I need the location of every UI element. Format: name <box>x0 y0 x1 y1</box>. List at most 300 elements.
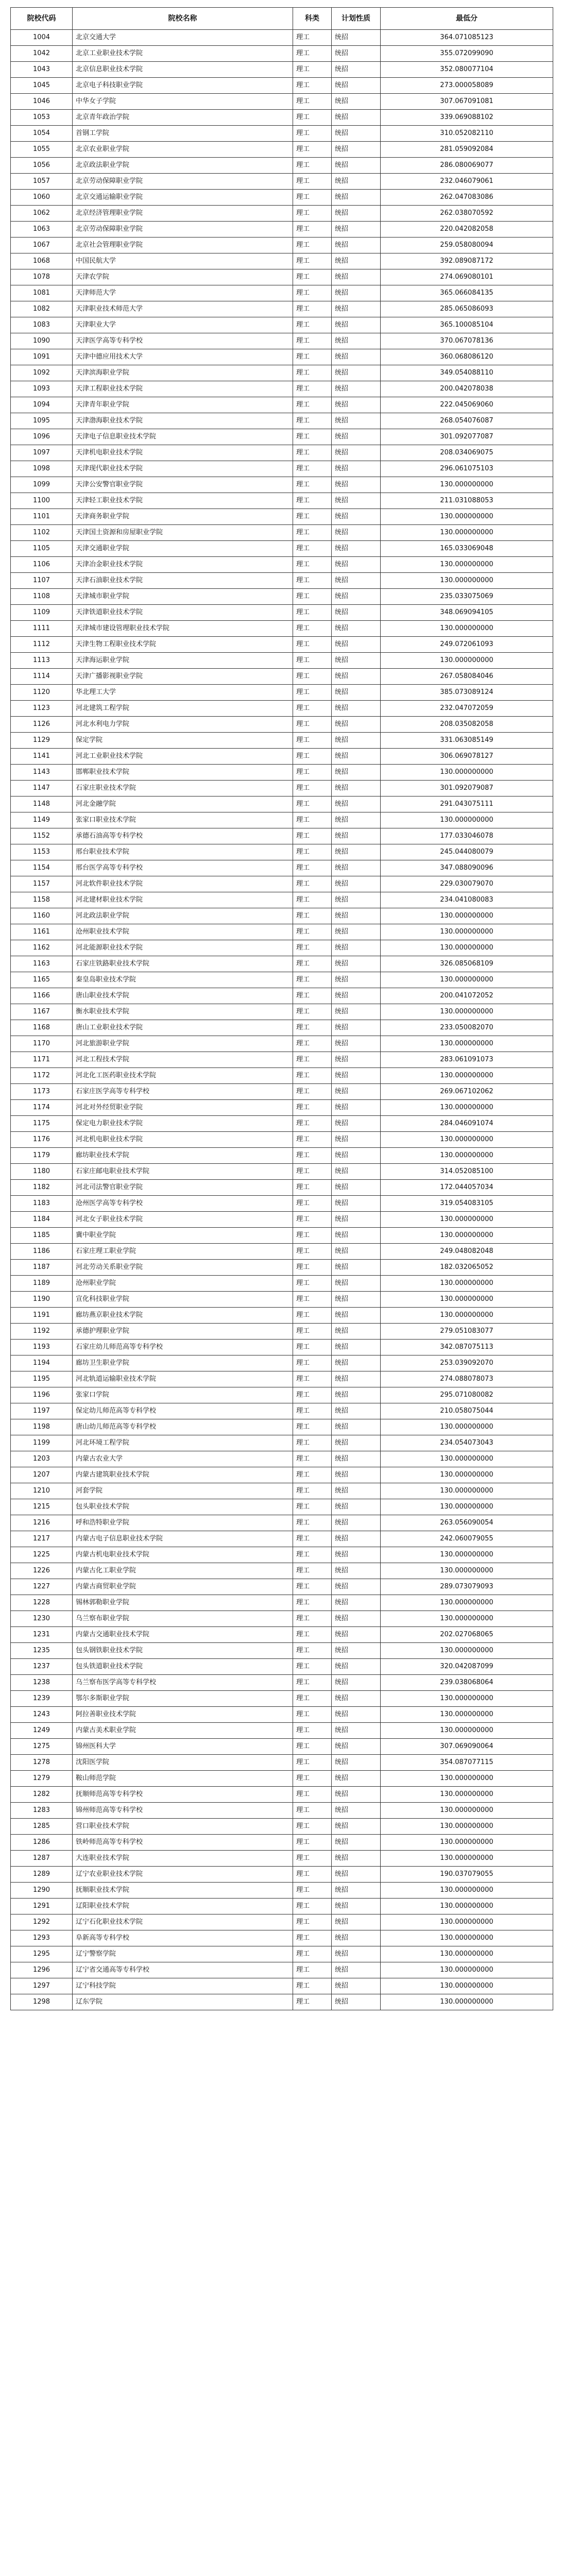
table-row <box>11 1483 553 1499</box>
plan-type-cell: 统招 <box>332 1355 381 1371</box>
school-code-cell: 1249 <box>11 1723 73 1739</box>
school-name-cell: 天津中德应用技术大学 <box>73 349 293 365</box>
plan-type-cell: 统招 <box>332 174 381 190</box>
plan-type-cell: 统招 <box>332 253 381 269</box>
table-row <box>11 685 553 701</box>
school-code-cell: 1291 <box>11 1899 73 1914</box>
school-name-cell: 河北水利电力学院 <box>73 717 293 733</box>
min-score-cell: 130.000000000 <box>381 1803 553 1819</box>
category-cell: 理工 <box>293 1978 332 1994</box>
school-code-cell: 1095 <box>11 413 73 429</box>
school-code-cell: 1275 <box>11 1739 73 1755</box>
school-name-cell: 天津滨海职业学院 <box>73 365 293 381</box>
min-score-cell: 177.033046078 <box>381 828 553 844</box>
table-row <box>11 1068 553 1084</box>
school-code-cell: 1279 <box>11 1771 73 1787</box>
school-name-cell: 河北轨道运输职业技术学院 <box>73 1371 293 1387</box>
table-row <box>11 1946 553 1962</box>
plan-type-cell: 统招 <box>332 892 381 908</box>
category-cell: 理工 <box>293 1052 332 1068</box>
category-cell: 理工 <box>293 717 332 733</box>
min-score-cell: 130.000000000 <box>381 1563 553 1579</box>
table-row <box>11 1930 553 1946</box>
school-name-cell: 辽宁省交通高等专科学校 <box>73 1962 293 1978</box>
category-cell: 理工 <box>293 1755 332 1771</box>
plan-type-cell: 统招 <box>332 1212 381 1228</box>
school-name-cell: 锦州医科大学 <box>73 1739 293 1755</box>
category-cell: 理工 <box>293 477 332 493</box>
table-row <box>11 1835 553 1851</box>
school-code-cell: 1217 <box>11 1531 73 1547</box>
school-name-cell: 唐山工业职业技术学院 <box>73 1020 293 1036</box>
school-name-cell: 河北金融学院 <box>73 796 293 812</box>
school-code-cell: 1173 <box>11 1084 73 1100</box>
min-score-cell: 130.000000000 <box>381 1883 553 1899</box>
min-score-cell: 229.030079070 <box>381 876 553 892</box>
min-score-cell: 130.000000000 <box>381 1819 553 1835</box>
school-name-cell: 廊坊燕京职业技术学院 <box>73 1308 293 1324</box>
plan-type-cell: 统招 <box>332 605 381 621</box>
min-score-cell: 130.000000000 <box>381 1212 553 1228</box>
min-score-cell: 130.000000000 <box>381 812 553 828</box>
table-row <box>11 317 553 333</box>
school-name-cell: 营口职业技术学院 <box>73 1819 293 1835</box>
min-score-cell: 130.000000000 <box>381 621 553 637</box>
category-cell: 理工 <box>293 573 332 589</box>
school-name-cell: 宣化科技职业学院 <box>73 1292 293 1308</box>
table-row <box>11 1467 553 1483</box>
min-score-cell: 301.092079087 <box>381 781 553 796</box>
category-cell: 理工 <box>293 1499 332 1515</box>
category-cell: 理工 <box>293 1116 332 1132</box>
category-cell: 理工 <box>293 860 332 876</box>
category-cell: 理工 <box>293 1068 332 1084</box>
table-row <box>11 1340 553 1355</box>
school-name-cell: 沧州医学高等专科学校 <box>73 1196 293 1212</box>
category-cell: 理工 <box>293 1324 332 1340</box>
category-cell: 理工 <box>293 1483 332 1499</box>
plan-type-cell: 统招 <box>332 1100 381 1116</box>
plan-type-cell: 统招 <box>332 525 381 541</box>
school-code-cell: 1176 <box>11 1132 73 1148</box>
plan-type-cell: 统招 <box>332 238 381 253</box>
min-score-cell: 208.034069075 <box>381 445 553 461</box>
plan-type-cell: 统招 <box>332 78 381 94</box>
table-row <box>11 1164 553 1180</box>
min-score-cell: 291.043075111 <box>381 796 553 812</box>
school-code-cell: 1054 <box>11 126 73 142</box>
min-score-cell: 130.000000000 <box>381 1611 553 1627</box>
school-name-cell: 沧州职业学院 <box>73 1276 293 1292</box>
school-code-cell: 1231 <box>11 1627 73 1643</box>
table-row <box>11 1435 553 1451</box>
school-name-cell: 北京经济管理职业学院 <box>73 206 293 222</box>
min-score-cell: 235.033075069 <box>381 589 553 605</box>
table-row <box>11 1292 553 1308</box>
school-code-cell: 1215 <box>11 1499 73 1515</box>
school-name-cell: 阿拉善职业技术学院 <box>73 1707 293 1723</box>
school-name-cell: 天津电子信息职业技术学院 <box>73 429 293 445</box>
plan-type-cell: 统招 <box>332 1148 381 1164</box>
admission-score-sheet <box>10 7 553 2010</box>
category-cell: 理工 <box>293 541 332 557</box>
school-code-cell: 1196 <box>11 1387 73 1403</box>
table-row <box>11 1994 553 2010</box>
school-code-cell: 1109 <box>11 605 73 621</box>
min-score-cell: 130.000000000 <box>381 1483 553 1499</box>
min-score-cell: 365.066084135 <box>381 285 553 301</box>
category-cell: 理工 <box>293 1132 332 1148</box>
school-name-cell: 辽东学院 <box>73 1994 293 2010</box>
school-name-cell: 内蒙古商贸职业学院 <box>73 1579 293 1595</box>
min-score-cell: 253.039092070 <box>381 1355 553 1371</box>
category-cell: 理工 <box>293 1004 332 1020</box>
min-score-cell: 208.035082058 <box>381 717 553 733</box>
table-row <box>11 429 553 445</box>
school-name-cell: 秦皇岛职业技术学院 <box>73 972 293 988</box>
school-code-cell: 1191 <box>11 1308 73 1324</box>
school-name-cell: 天津国土资源和房屋职业学院 <box>73 525 293 541</box>
min-score-cell: 222.045069060 <box>381 397 553 413</box>
table-row <box>11 222 553 238</box>
school-name-cell: 北京政法职业学院 <box>73 158 293 174</box>
plan-type-cell: 统招 <box>332 1755 381 1771</box>
table-row <box>11 908 553 924</box>
plan-type-cell: 统招 <box>332 1196 381 1212</box>
min-score-cell: 385.073089124 <box>381 685 553 701</box>
table-row <box>11 1004 553 1020</box>
min-score-cell: 130.000000000 <box>381 1707 553 1723</box>
category-cell: 理工 <box>293 796 332 812</box>
plan-type-cell: 统招 <box>332 557 381 573</box>
table-row <box>11 1180 553 1196</box>
plan-type-cell: 统招 <box>332 30 381 46</box>
school-code-cell: 1152 <box>11 828 73 844</box>
plan-type-cell: 统招 <box>332 158 381 174</box>
plan-type-cell: 统招 <box>332 988 381 1004</box>
table-row <box>11 876 553 892</box>
table-row <box>11 717 553 733</box>
category-cell: 理工 <box>293 1883 332 1899</box>
min-score-cell: 130.000000000 <box>381 1946 553 1962</box>
category-cell: 理工 <box>293 1164 332 1180</box>
school-code-cell: 1216 <box>11 1515 73 1531</box>
school-code-cell: 1046 <box>11 94 73 110</box>
plan-type-cell: 统招 <box>332 1851 381 1867</box>
category-cell: 理工 <box>293 1691 332 1707</box>
school-name-cell: 锡林郭勒职业学院 <box>73 1595 293 1611</box>
min-score-cell: 392.089087172 <box>381 253 553 269</box>
min-score-cell: 130.000000000 <box>381 1276 553 1292</box>
table-row <box>11 621 553 637</box>
min-score-cell: 130.000000000 <box>381 557 553 573</box>
school-name-cell: 北京电子科技职业学院 <box>73 78 293 94</box>
school-name-cell: 河北建筑工程学院 <box>73 701 293 717</box>
school-code-cell: 1226 <box>11 1563 73 1579</box>
plan-type-cell: 统招 <box>332 1803 381 1819</box>
plan-type-cell: 统招 <box>332 1611 381 1627</box>
school-code-cell: 1105 <box>11 541 73 557</box>
category-cell: 理工 <box>293 1196 332 1212</box>
category-cell: 理工 <box>293 253 332 269</box>
min-score-cell: 200.042078038 <box>381 381 553 397</box>
min-score-cell: 342.087075113 <box>381 1340 553 1355</box>
min-score-cell: 200.041072052 <box>381 988 553 1004</box>
school-name-cell: 内蒙古农业大学 <box>73 1451 293 1467</box>
min-score-cell: 274.088078073 <box>381 1371 553 1387</box>
table-row <box>11 589 553 605</box>
plan-type-cell: 统招 <box>332 1068 381 1084</box>
school-code-cell: 1186 <box>11 1244 73 1260</box>
plan-type-cell: 统招 <box>332 1563 381 1579</box>
category-cell: 理工 <box>293 238 332 253</box>
school-name-cell: 河北环境工程学院 <box>73 1435 293 1451</box>
school-code-cell: 1197 <box>11 1403 73 1419</box>
plan-type-cell: 统招 <box>332 733 381 749</box>
min-score-cell: 239.038068064 <box>381 1675 553 1691</box>
table-row <box>11 1627 553 1643</box>
category-cell: 理工 <box>293 1260 332 1276</box>
min-score-cell: 289.073079093 <box>381 1579 553 1595</box>
plan-type-cell: 统招 <box>332 1164 381 1180</box>
school-name-cell: 天津农学院 <box>73 269 293 285</box>
category-cell: 理工 <box>293 1371 332 1387</box>
school-code-cell: 1154 <box>11 860 73 876</box>
plan-type-cell: 统招 <box>332 1867 381 1883</box>
plan-type-cell: 统招 <box>332 397 381 413</box>
school-code-cell: 1068 <box>11 253 73 269</box>
min-score-cell: 234.054073043 <box>381 1435 553 1451</box>
category-cell: 理工 <box>293 190 332 206</box>
category-cell: 理工 <box>293 206 332 222</box>
school-name-cell: 天津海运职业学院 <box>73 653 293 669</box>
plan-type-cell: 统招 <box>332 844 381 860</box>
school-name-cell: 天津公安警官职业学院 <box>73 477 293 493</box>
table-row <box>11 174 553 190</box>
min-score-cell: 130.000000000 <box>381 1419 553 1435</box>
school-name-cell: 中华女子学院 <box>73 94 293 110</box>
category-cell: 理工 <box>293 781 332 796</box>
table-row <box>11 477 553 493</box>
school-name-cell: 北京工业职业技术学院 <box>73 46 293 62</box>
category-cell: 理工 <box>293 812 332 828</box>
plan-type-cell: 统招 <box>332 717 381 733</box>
plan-type-cell: 统招 <box>332 1883 381 1899</box>
category-cell: 理工 <box>293 1148 332 1164</box>
category-cell: 理工 <box>293 285 332 301</box>
plan-type-cell: 统招 <box>332 1340 381 1355</box>
school-name-cell: 大连职业技术学院 <box>73 1851 293 1867</box>
category-cell: 理工 <box>293 653 332 669</box>
school-code-cell: 1243 <box>11 1707 73 1723</box>
category-cell: 理工 <box>293 1723 332 1739</box>
table-row <box>11 1515 553 1531</box>
table-row <box>11 1531 553 1547</box>
category-cell: 理工 <box>293 637 332 653</box>
plan-type-cell: 统招 <box>332 956 381 972</box>
min-score-cell: 130.000000000 <box>381 1643 553 1659</box>
plan-type-cell: 统招 <box>332 413 381 429</box>
category-cell: 理工 <box>293 1084 332 1100</box>
school-code-cell: 1126 <box>11 717 73 733</box>
school-name-cell: 天津铁道职业技术学院 <box>73 605 293 621</box>
table-row <box>11 1116 553 1132</box>
table-row <box>11 605 553 621</box>
min-score-cell: 284.046091074 <box>381 1116 553 1132</box>
school-code-cell: 1293 <box>11 1930 73 1946</box>
school-code-cell: 1163 <box>11 956 73 972</box>
plan-type-cell: 统招 <box>332 1627 381 1643</box>
school-name-cell: 北京青年政治学院 <box>73 110 293 126</box>
table-row <box>11 1196 553 1212</box>
category-cell: 理工 <box>293 924 332 940</box>
table-header-row <box>11 8 553 30</box>
category-cell: 理工 <box>293 1643 332 1659</box>
plan-type-cell: 统招 <box>332 94 381 110</box>
category-cell: 理工 <box>293 158 332 174</box>
school-code-cell: 1190 <box>11 1292 73 1308</box>
table-row <box>11 1899 553 1914</box>
school-name-cell: 河北劳动关系职业学院 <box>73 1260 293 1276</box>
school-name-cell: 抚顺师范高等专科学校 <box>73 1787 293 1803</box>
table-row <box>11 733 553 749</box>
school-name-cell: 辽阳职业技术学院 <box>73 1899 293 1914</box>
plan-type-cell: 统招 <box>332 812 381 828</box>
table-row <box>11 30 553 46</box>
category-cell: 理工 <box>293 828 332 844</box>
table-row <box>11 1419 553 1435</box>
table-row <box>11 94 553 110</box>
plan-type-cell: 统招 <box>332 1132 381 1148</box>
min-score-cell: 262.038070592 <box>381 206 553 222</box>
min-score-cell: 130.000000000 <box>381 1851 553 1867</box>
min-score-cell: 130.000000000 <box>381 1132 553 1148</box>
min-score-cell: 234.041080083 <box>381 892 553 908</box>
plan-type-cell: 统招 <box>332 1276 381 1292</box>
table-row <box>11 1819 553 1835</box>
category-cell: 理工 <box>293 1867 332 1883</box>
school-name-cell: 辽宁石化职业技术学院 <box>73 1914 293 1930</box>
school-name-cell: 天津渤海职业技术学院 <box>73 413 293 429</box>
min-score-cell: 262.047083086 <box>381 190 553 206</box>
school-code-cell: 1179 <box>11 1148 73 1164</box>
category-cell: 理工 <box>293 1451 332 1467</box>
category-cell: 理工 <box>293 1467 332 1483</box>
plan-type-cell: 统招 <box>332 1020 381 1036</box>
school-code-cell: 1278 <box>11 1755 73 1771</box>
table-row <box>11 701 553 717</box>
plan-type-cell: 统招 <box>332 1691 381 1707</box>
table-row <box>11 1403 553 1419</box>
school-code-cell: 1153 <box>11 844 73 860</box>
school-name-cell: 鄂尔多斯职业学院 <box>73 1691 293 1707</box>
min-score-cell: 130.000000000 <box>381 1978 553 1994</box>
table-row <box>11 1228 553 1244</box>
school-code-cell: 1100 <box>11 493 73 509</box>
plan-type-cell: 统招 <box>332 381 381 397</box>
category-cell: 理工 <box>293 1579 332 1595</box>
school-code-cell: 1290 <box>11 1883 73 1899</box>
min-score-cell: 220.042082058 <box>381 222 553 238</box>
category-cell: 理工 <box>293 1308 332 1324</box>
school-code-cell: 1091 <box>11 349 73 365</box>
school-name-cell: 乌兰察布职业学院 <box>73 1611 293 1627</box>
plan-type-cell: 统招 <box>332 1499 381 1515</box>
table-row <box>11 1212 553 1228</box>
plan-type-cell: 统招 <box>332 110 381 126</box>
school-code-cell: 1106 <box>11 557 73 573</box>
category-cell: 理工 <box>293 1340 332 1355</box>
school-code-cell: 1174 <box>11 1100 73 1116</box>
table-row <box>11 269 553 285</box>
category-cell: 理工 <box>293 94 332 110</box>
school-code-cell: 1203 <box>11 1451 73 1467</box>
plan-type-cell: 统招 <box>332 1260 381 1276</box>
plan-type-cell: 统招 <box>332 1739 381 1755</box>
school-code-cell: 1175 <box>11 1116 73 1132</box>
school-name-cell: 内蒙古美术职业学院 <box>73 1723 293 1739</box>
min-score-cell: 202.027068065 <box>381 1627 553 1643</box>
plan-type-cell: 统招 <box>332 333 381 349</box>
category-cell: 理工 <box>293 509 332 525</box>
table-row <box>11 828 553 844</box>
table-row <box>11 1867 553 1883</box>
school-name-cell: 锦州师范高等专科学校 <box>73 1803 293 1819</box>
min-score-cell: 130.000000000 <box>381 1930 553 1946</box>
plan-type-cell: 统招 <box>332 1771 381 1787</box>
school-code-cell: 1060 <box>11 190 73 206</box>
category-cell: 理工 <box>293 1387 332 1403</box>
min-score-cell: 281.059092084 <box>381 142 553 158</box>
min-score-cell: 360.068086120 <box>381 349 553 365</box>
school-name-cell: 邢台医学高等专科学校 <box>73 860 293 876</box>
school-name-cell: 北京交通运输职业学院 <box>73 190 293 206</box>
school-name-cell: 石家庄理工职业学院 <box>73 1244 293 1260</box>
school-code-cell: 1171 <box>11 1052 73 1068</box>
table-row <box>11 509 553 525</box>
category-cell: 理工 <box>293 413 332 429</box>
school-name-cell: 河北能源职业技术学院 <box>73 940 293 956</box>
school-code-cell: 1187 <box>11 1260 73 1276</box>
school-code-cell: 1097 <box>11 445 73 461</box>
min-score-cell: 283.061091073 <box>381 1052 553 1068</box>
table-row <box>11 253 553 269</box>
table-row <box>11 1739 553 1755</box>
school-code-cell: 1210 <box>11 1483 73 1499</box>
plan-type-cell: 统招 <box>332 1052 381 1068</box>
category-cell: 理工 <box>293 1819 332 1835</box>
school-code-cell: 1062 <box>11 206 73 222</box>
school-name-cell: 铁岭师范高等专科学校 <box>73 1835 293 1851</box>
category-cell: 理工 <box>293 876 332 892</box>
category-cell: 理工 <box>293 269 332 285</box>
min-score-cell: 307.067091081 <box>381 94 553 110</box>
school-name-cell: 保定电力职业技术学院 <box>73 1116 293 1132</box>
category-cell: 理工 <box>293 1228 332 1244</box>
score-table <box>10 7 553 2010</box>
min-score-cell: 130.000000000 <box>381 1914 553 1930</box>
school-name-cell: 河套学院 <box>73 1483 293 1499</box>
school-name-cell: 中国民航大学 <box>73 253 293 269</box>
min-score-cell: 348.069094105 <box>381 605 553 621</box>
table-row <box>11 1803 553 1819</box>
school-code-cell: 1184 <box>11 1212 73 1228</box>
category-cell: 理工 <box>293 1547 332 1563</box>
school-name-cell: 北京社会管理职业学院 <box>73 238 293 253</box>
category-cell: 理工 <box>293 669 332 685</box>
plan-type-cell: 统招 <box>332 972 381 988</box>
school-code-cell: 1180 <box>11 1164 73 1180</box>
